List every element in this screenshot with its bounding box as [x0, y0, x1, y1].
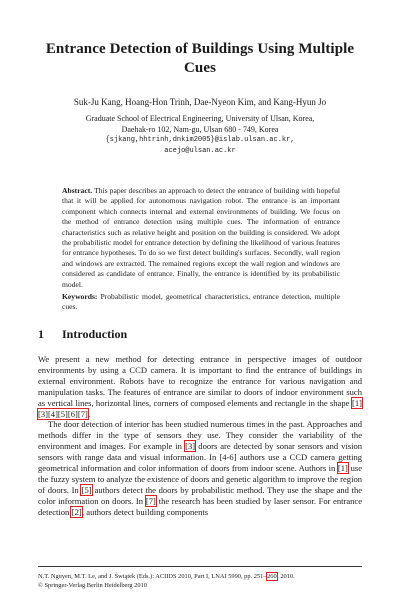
paragraph-text: use the fuzzy system to analyze the existence of doors and genetic algorithm to improve the region of doors. In [38, 463, 362, 495]
email-line: {sjkang,hhtrinh,dnkim2005}@islab.ulsan.ac.kr, [105, 136, 295, 144]
keywords-label: Keywords: [62, 292, 98, 301]
author-list: Suk-Ju Kang, Hoang-Hon Trinh, Dae-Nyeon Kim, and Kang-Hyun Jo [73, 97, 327, 107]
paragraph-text: We present a new method for detecting entrance in perspective images of outdoor environments by using a CCD camera. It is important to find the entrance of buildings in external environment. Robots have to recognize the entrance for various navigation and manipulation tasks. The features of entrance are similar to doors of indoor environment such as vertical lines, horizontal lines, corners of composed elements and rectangle in the shape [38, 354, 362, 408]
body-text [38, 354, 362, 518]
paragraph-text: the research has been studied by laser sensor. For entrance detection [38, 495, 362, 517]
citation-link[interactable]: [1] [337, 463, 348, 474]
paragraph [38, 354, 362, 419]
citation-link[interactable]: [7] [145, 495, 156, 506]
citation-footer [38, 572, 368, 581]
section-title: Introduction [62, 327, 128, 341]
paper-title: Entrance Detection of Buildings Using Multiple Cues [45, 41, 355, 76]
section-number: 1 [38, 327, 44, 341]
email-line: acejo@ulsan.ac.kr [164, 146, 236, 155]
abstract-label: Abstract. [62, 186, 93, 195]
paragraph [38, 419, 362, 517]
affiliation-block [20, 114, 380, 156]
paragraph-text: authors detect the doors by probabilistic method. They use the shape and the color information on doors. In [38, 484, 363, 506]
copyright-line: © Springer-Verlag Berlin Heidelberg 2010 [38, 582, 147, 589]
citation-link[interactable]: [2] [71, 506, 82, 517]
footer-text: , 2010. [277, 573, 295, 580]
paragraph-text: doors are detected by sonar sensors and vision sensors with range data and visual information. In [4-6] authors use a CCD camera getting geometrical information and color information of doors from indoor scene. Authors in [38, 441, 363, 474]
footer-divider [38, 566, 362, 567]
paragraph-text: , authors detect building components [82, 506, 209, 517]
paragraph-text: . [88, 408, 91, 419]
citation-link[interactable]: [1][3][4][5][6][7] [38, 397, 362, 419]
address-line: Daehak-ro 102, Nam-gu, Ulsan 680 - 749, Korea [121, 124, 279, 134]
abstract-text: This paper describes an approach to detect the entrance of building with hopeful that it will be applied for autonomous navigation robot. The entrance is an important component which connects internal and external environments of building. We focus on the method of entrance detection using multiple cues. The information of entrance characteristics such as relative height and position on the building is considered. We adopt the probabilistic model for entrance detection by defining the likelihood of various features for entrance hypotheses. To do so we first detect building's surfaces. Secondly, wall region and windows are extracted. The remained regions except the wall region and windows are considered as candidate of entrance. Finally, the entrance is identified by its probabilistic model. [62, 186, 341, 289]
affiliation-line: Graduate School of Electrical Engineering, University of Ulsan, Korea, [85, 114, 315, 123]
keywords [62, 292, 340, 313]
page-range-link[interactable]: 260 [267, 573, 277, 580]
abstract [62, 186, 340, 290]
keywords-text: Probabilistic model, geometrical characteristics, entrance detection, multiple cues. [62, 292, 341, 312]
footer [38, 572, 368, 590]
section-heading [38, 327, 362, 342]
footer-text: N.T. Nguyen, M.T. Le, and J. Świątek (Eds.): ACIIDS 2010, Part I, LNAI 5990, pp. 251– [38, 573, 267, 580]
citation-link[interactable]: [5] [81, 484, 92, 495]
citation-link[interactable]: [3] [185, 441, 196, 452]
paragraph-text: The door detection of interior has been studied numerous times in the past. Approaches and methods differ in the type of sensors they use. They consider the variability of the environment and images. For example in [38, 419, 362, 452]
